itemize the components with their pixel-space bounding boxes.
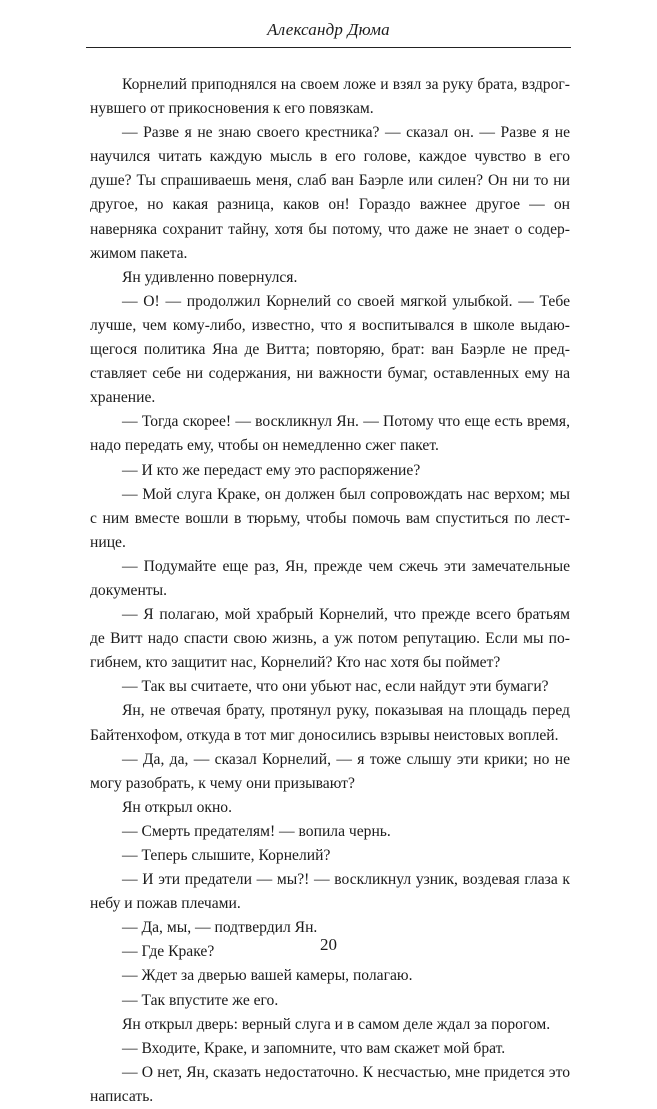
paragraph: — Смерть предателям! — вопила чернь. (122, 822, 391, 840)
paragraph: — Подумайте еще раз, Ян, прежде чем сжечь эти замечательные документы. (90, 557, 570, 599)
header-rule (86, 47, 571, 48)
running-header: Александр Дюма (267, 20, 390, 39)
paragraph: — Мой слуга Краке, он должен был сопровождать нас верхом; мы с ним вместе вошли в тюрьму, чтобы помочь вам спуститься по лестнице. (90, 485, 570, 551)
paragraph: Ян, не отвечая брату, протянул руку, показывая на площадь перед Байтенхофом, откуда в тот миг доносились взрывы неистовых воплей. (90, 702, 570, 744)
paragraph: — Так впустите же его. (122, 991, 279, 1009)
paragraph: — Да, да, — сказал Корнелий, — я тоже слышу эти крики; но не могу разобрать, к чему они призывают? (90, 750, 570, 792)
paragraph: — И кто же передаст ему это распоряжение? (122, 461, 421, 479)
paragraph: — Где Краке? (122, 943, 215, 961)
paragraph: — Да, мы, — подтвердил Ян. (122, 919, 318, 937)
paragraph: — И эти предатели — мы?! — воскликнул узник, воздевая глаза к небу и пожав плечами. (90, 871, 570, 913)
paragraph: — Разве я не знаю своего крестника? — сказал он. — Разве я не научился читать каждую мысль в его голове, каждое чувство в его душе? Ты спрашиваешь меня, слаб ван Баэрле или силен? Он ни то ни другое, но какая разница, каков он! Гораздо важнее другое — он наверняка сохранит тайну, хотя бы потому, что даже не знает о содержимом пакета. (90, 124, 570, 262)
paragraph: — Теперь слышите, Корнелий? (122, 847, 331, 864)
paragraph: — Ждет за дверью вашей камеры, полагаю. (122, 967, 413, 985)
paragraph: — Так вы считаете, что они убьют нас, если найдут эти бумаги? (122, 678, 549, 696)
paragraph: Ян удивленно повернулся. (122, 268, 298, 286)
paragraph: Ян открыл окно. (122, 798, 232, 816)
paragraph: — Тогда скорее! — воскликнул Ян. — Потому что еще есть время, надо передать ему, чтобы он немедленно сжег пакет. (90, 413, 570, 455)
paragraph: — Я полагаю, мой храбрый Корнелий, что прежде всего братьям де Витт надо спасти свою жизнь, а уж потом репутацию. Если мы погибнем, кто защитит нас, Корнелий? Кто нас хотя бы поймет? (90, 606, 570, 672)
page-number: 20 (320, 935, 337, 954)
paragraph: — О нет, Ян, сказать недостаточно. К несчастью, мне придется это написать. (90, 1063, 570, 1105)
paragraph: — Входите, Краке, и запомните, что вам скажет мой брат. (122, 1039, 506, 1057)
paragraph: Корнелий приподнялся на своем ложе и взял за руку брата, вздрогнувшего от прикосновения к его повязкам. (90, 76, 570, 118)
paragraph: Ян открыл дверь: верный слуга и в самом деле ждал за порогом. (122, 1015, 551, 1033)
paragraph: — О! — продолжил Корнелий со своей мягкой улыбкой. — Тебе лучше, чем кому-либо, известно, что я воспитывался в школе выдающегося политика Яна де Витта; повторяю, брат: ван Баэрле не представляет себе ни содержания, ни важности бумаг, оставленных ему на хранение. (90, 292, 570, 407)
